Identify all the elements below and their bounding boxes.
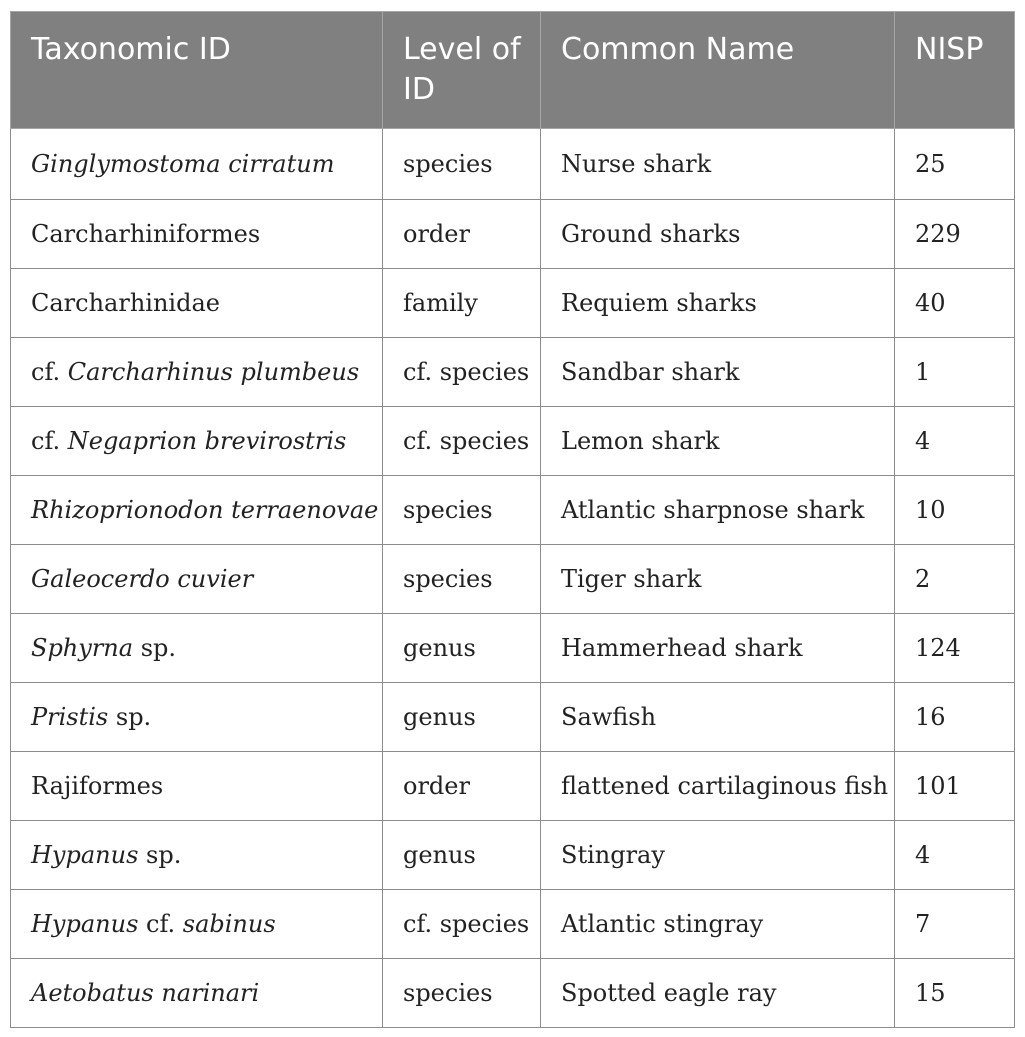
nisp-cell: 1 (895, 338, 1015, 407)
nisp-cell: 16 (895, 683, 1015, 752)
table-row (11, 890, 1015, 959)
taxonomic-id-cell (11, 338, 383, 407)
taxon-suffix: cf. (138, 910, 183, 938)
taxon-italic: Hypanus (31, 910, 139, 938)
level-of-id-cell: cf. species (383, 338, 541, 407)
table-row (11, 614, 1015, 683)
table-row (11, 200, 1015, 269)
taxonomic-id-cell (11, 890, 383, 959)
header-level-of-id: Level of ID (383, 12, 541, 129)
taxonomic-id-cell (11, 821, 383, 890)
taxon-suffix: sp. (133, 634, 176, 662)
taxon-prefix: Rajiformes (31, 772, 164, 800)
common-name-cell: Sandbar shark (541, 338, 895, 407)
common-name-cell: Ground sharks (541, 200, 895, 269)
taxonomic-id-cell (11, 476, 383, 545)
nisp-cell: 229 (895, 200, 1015, 269)
nisp-cell: 2 (895, 545, 1015, 614)
taxonomic-id-cell (11, 545, 383, 614)
level-of-id-cell: order (383, 752, 541, 821)
nisp-cell: 7 (895, 890, 1015, 959)
common-name-cell: Stingray (541, 821, 895, 890)
table-row (11, 959, 1015, 1028)
taxonomic-id-cell (11, 614, 383, 683)
taxon-prefix: cf. (31, 358, 68, 386)
nisp-cell: 4 (895, 821, 1015, 890)
taxon-prefix: cf. (31, 427, 68, 455)
table-row (11, 752, 1015, 821)
taxonomic-id-cell (11, 752, 383, 821)
taxonomic-id-cell (11, 959, 383, 1028)
taxon-italic: Galeocerdo cuvier (31, 565, 254, 593)
header-common-name: Common Name (541, 12, 895, 129)
nisp-cell: 4 (895, 407, 1015, 476)
common-name-cell: Requiem sharks (541, 269, 895, 338)
level-of-id-cell: genus (383, 683, 541, 752)
level-of-id-cell: species (383, 959, 541, 1028)
table-row (11, 129, 1015, 200)
taxonomic-id-cell (11, 407, 383, 476)
common-name-cell: Hammerhead shark (541, 614, 895, 683)
taxon-italic: Sphyrna (31, 634, 134, 662)
common-name-cell: Nurse shark (541, 129, 895, 200)
table-row (11, 545, 1015, 614)
level-of-id-cell: species (383, 545, 541, 614)
taxonomic-id-cell (11, 129, 383, 200)
nisp-cell: 25 (895, 129, 1015, 200)
common-name-cell: Atlantic stingray (541, 890, 895, 959)
header-nisp: NISP (895, 12, 1015, 129)
common-name-cell: flattened cartilaginous fish (541, 752, 895, 821)
taxon-prefix: Carcharhinidae (31, 289, 220, 317)
common-name-cell: Tiger shark (541, 545, 895, 614)
common-name-cell: Atlantic sharpnose shark (541, 476, 895, 545)
nisp-cell: 101 (895, 752, 1015, 821)
taxon-italic: Rhizoprionodon terraenovae (31, 496, 379, 524)
taxonomic-id-cell (11, 683, 383, 752)
level-of-id-cell: order (383, 200, 541, 269)
taxon-italic: Carcharhinus plumbeus (67, 358, 360, 386)
taxon-italic: Ginglymostoma cirratum (31, 150, 335, 178)
level-of-id-cell: species (383, 476, 541, 545)
taxon-italic: Hypanus (31, 841, 139, 869)
header-taxonomic-id: Taxonomic ID (11, 12, 383, 129)
table-header (11, 12, 1015, 129)
nisp-cell: 10 (895, 476, 1015, 545)
taxon-italic: Aetobatus narinari (31, 979, 260, 1007)
common-name-cell: Lemon shark (541, 407, 895, 476)
table-row (11, 269, 1015, 338)
taxon-italic: Pristis (31, 703, 109, 731)
taxon-prefix: Carcharhiniformes (31, 220, 261, 248)
level-of-id-cell: family (383, 269, 541, 338)
taxa-table (10, 11, 1015, 1028)
header-row (11, 12, 1015, 129)
nisp-cell: 15 (895, 959, 1015, 1028)
nisp-cell: 40 (895, 269, 1015, 338)
taxonomic-id-cell (11, 200, 383, 269)
table-body (11, 129, 1015, 1028)
level-of-id-cell: species (383, 129, 541, 200)
taxon-italic: Negaprion brevirostris (67, 427, 347, 455)
taxon-suffix: sp. (138, 841, 182, 869)
taxonomic-id-cell (11, 269, 383, 338)
common-name-cell: Spotted eagle ray (541, 959, 895, 1028)
common-name-cell: Sawfish (541, 683, 895, 752)
table-row (11, 476, 1015, 545)
level-of-id-cell: cf. species (383, 890, 541, 959)
taxon-italic-2: sabinus (182, 910, 276, 938)
level-of-id-cell: genus (383, 614, 541, 683)
nisp-cell: 124 (895, 614, 1015, 683)
level-of-id-cell: genus (383, 821, 541, 890)
level-of-id-cell: cf. species (383, 407, 541, 476)
taxon-suffix: sp. (108, 703, 152, 731)
table-row (11, 821, 1015, 890)
table-row (11, 338, 1015, 407)
table-row (11, 407, 1015, 476)
table-row (11, 683, 1015, 752)
